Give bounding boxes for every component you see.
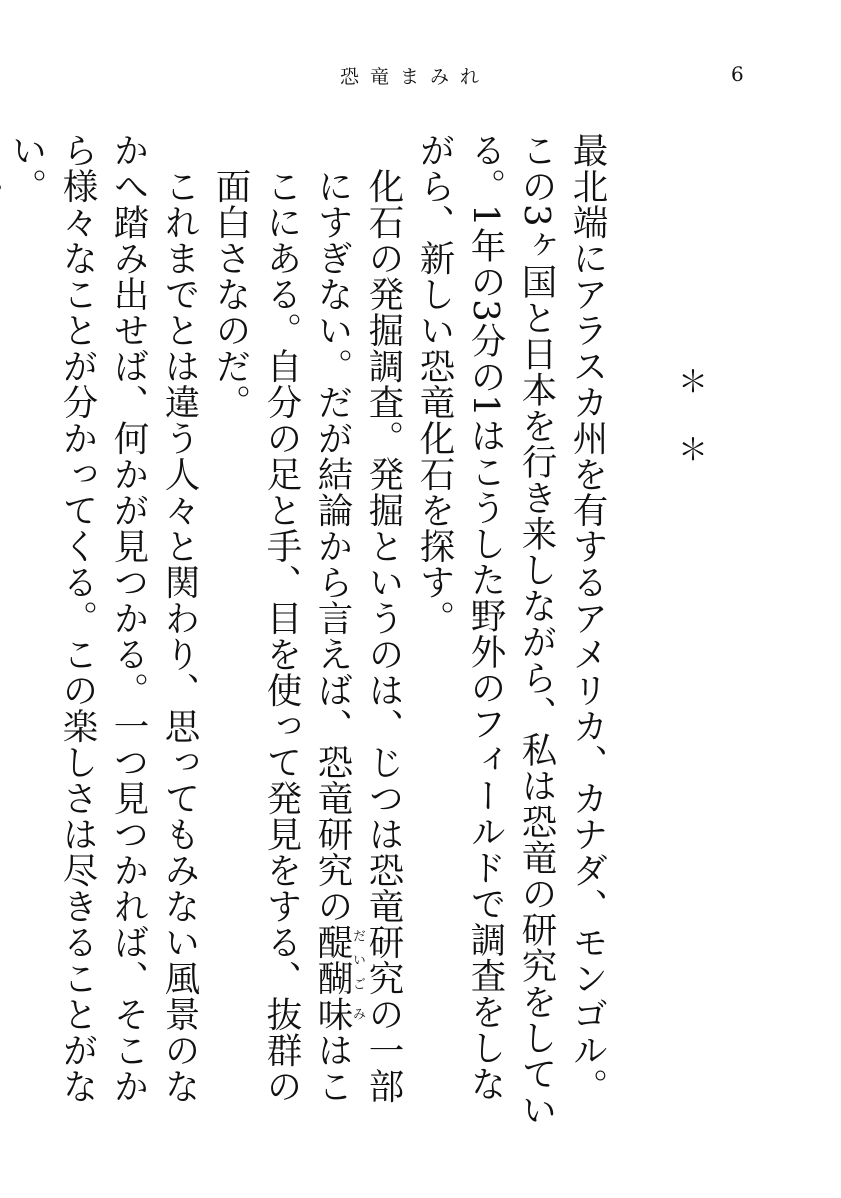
scene-break-asterisk: ＊ [678,433,708,468]
body-text [0,132,613,1132]
page-number: 6 [731,62,744,86]
ruby-reading [0,168,2,204]
ruby-base: 味 [312,995,353,1032]
ruby-reading: み [350,995,365,1032]
scene-break [672,365,712,478]
scene-break-asterisk: ＊ [678,365,708,400]
paragraph-text: 最北端にアラスカ州を有するアメリカ、カナダ、モンゴル。この3ヶ国と日本を行き来しながら、私は恐竜の研究をしている。1年の3分の1はこうした野外のフィールドで調査をしながら、新しい恐竜化石を探す。 [414,132,608,1128]
ruby-reading: だいご [350,923,365,996]
ruby-word [312,995,365,1032]
paragraph-text: これまでとは違う人々と関わり、思ってもみない風景のなかへ踏み出せば、何かが見つかる。一つ見つかれば、そこから様々なことが分かってくる。この楽しさは尽きることがない。 [6,132,200,1104]
running-header [0,62,841,92]
book-title: 恐竜まみれ [340,66,491,88]
paragraph [205,168,409,1133]
paragraph [409,132,613,1132]
paragraph-text: 化石の発掘調査。発掘というのは、じつは恐竜研究の一部にすぎない。だが結論から言えば、恐竜研究の [312,167,404,1104]
paragraph [1,132,205,1132]
paragraph-text: はここにある。自分の足と手、目を使って発見をする、抜群の面白さなのだ。 [210,167,353,1104]
paragraph [0,132,1,1132]
ruby-base: 醍醐 [312,923,353,996]
ruby-word [312,923,365,996]
